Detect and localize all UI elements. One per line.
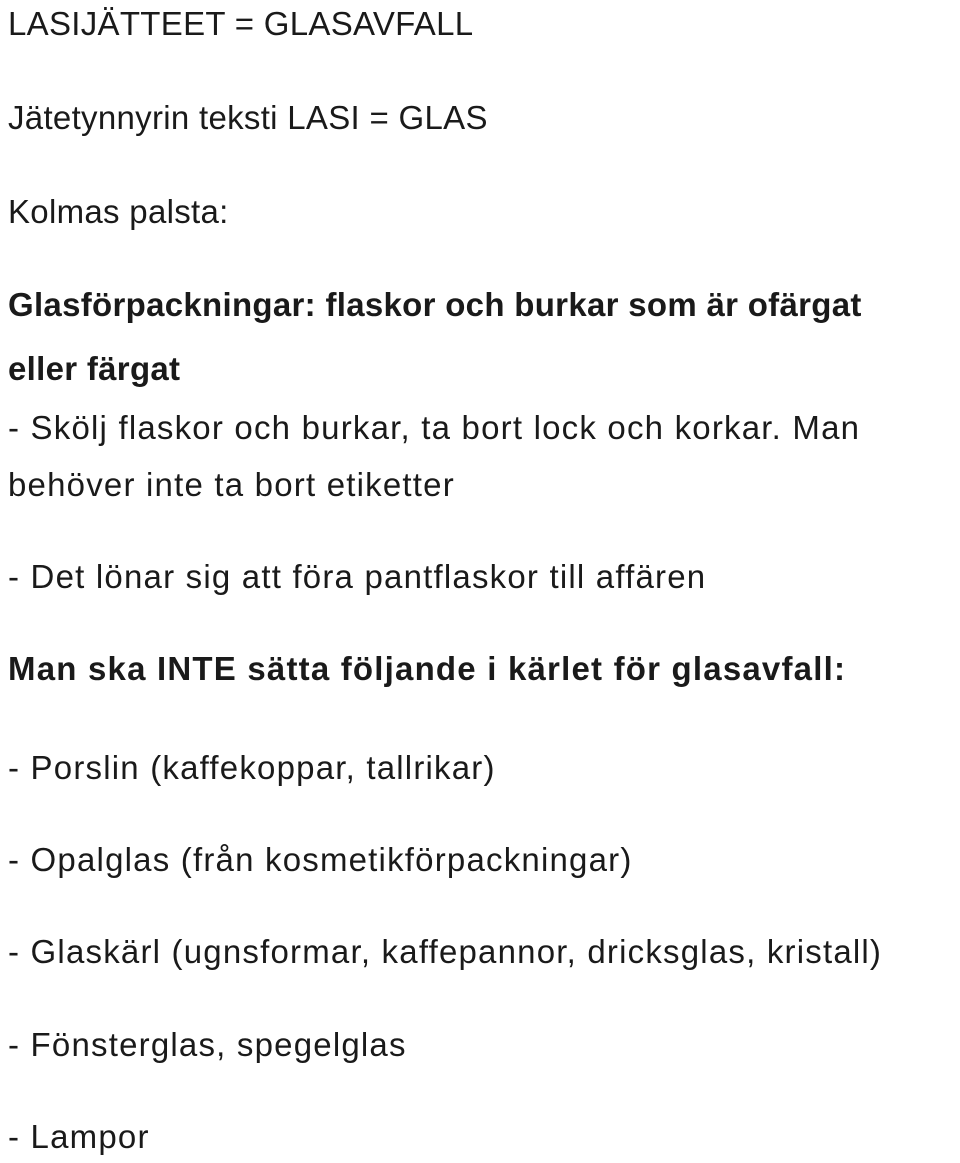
column-heading: Kolmas palsta: (8, 193, 229, 230)
rinse-instruction-line-2: behöver inte ta bort etiketter (8, 466, 455, 503)
not-allowed-item: - Porslin (kaffekoppar, tallrikar) (8, 749, 496, 786)
accepted-heading-line-2: eller färgat (8, 350, 181, 387)
not-allowed-item: - Opalglas (från kosmetikförpackningar) (8, 841, 633, 878)
not-allowed-item: - Glaskärl (ugnsformar, kaffepannor, dricksglas, kristall) (8, 933, 883, 970)
not-allowed-item: - Fönsterglas, spegelglas (8, 1026, 407, 1063)
document-title: LASIJÄTTEET = GLASAVFALL (8, 5, 474, 42)
accepted-heading-line-1: Glasförpackningar: flaskor och burkar som är ofärgat (8, 286, 862, 323)
rinse-instruction-line-1: - Skölj flaskor och burkar, ta bort lock och korkar. Man (8, 409, 861, 446)
bin-label-text: Jätetynnyrin teksti LASI = GLAS (8, 99, 488, 136)
deposit-instruction: - Det lönar sig att föra pantflaskor till affären (8, 558, 707, 595)
not-allowed-item: - Lampor (8, 1118, 150, 1155)
not-allowed-heading: Man ska INTE sätta följande i kärlet för glasavfall: (8, 650, 847, 687)
